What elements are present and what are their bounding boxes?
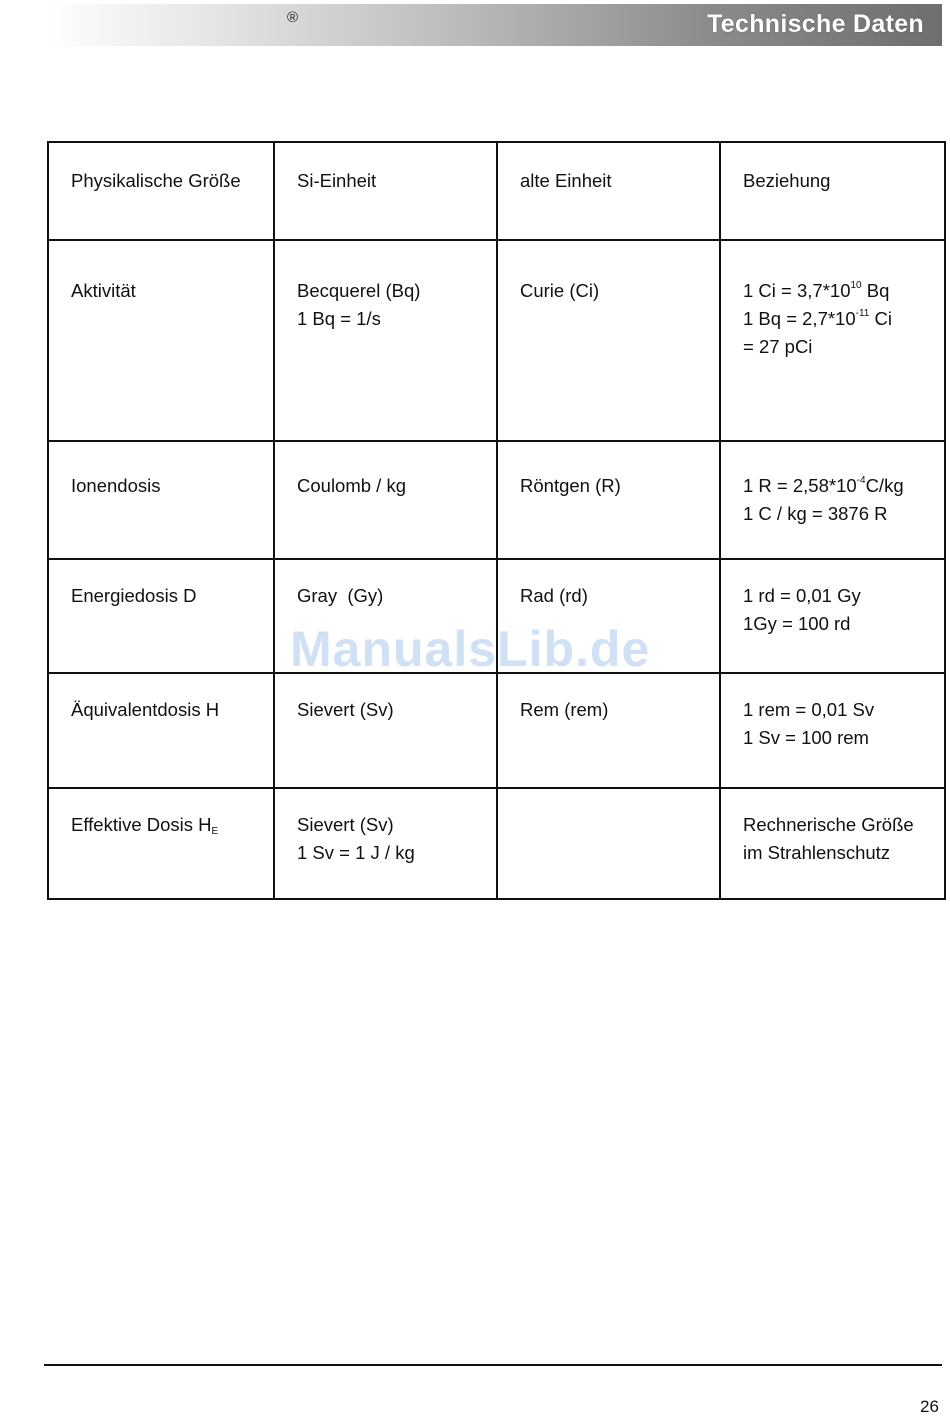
quantity-cell: Energiedosis D — [71, 585, 197, 606]
header-cell: Physikalische Größe — [71, 170, 241, 191]
relation-cell — [721, 241, 944, 361]
old-unit-cell: Rem (rem) — [520, 699, 609, 720]
si-unit-line: Sievert (Sv) — [297, 814, 394, 835]
quantity-cell: Aktivität — [71, 280, 136, 301]
si-unit-line: Becquerel (Bq) — [297, 280, 421, 301]
relation-line: 1 $Bq = 2,7*10^{-11}$ Ci — [743, 308, 892, 329]
relation-line: 1 rd = 0,01 Gy — [743, 585, 861, 606]
old-unit-cell: Röntgen (R) — [520, 475, 621, 496]
relation-cell — [721, 789, 944, 867]
registered-mark: ® — [287, 9, 299, 26]
relation-cell — [721, 442, 944, 528]
table-header-row — [48, 142, 945, 240]
table-row — [48, 240, 945, 441]
units-table — [47, 141, 946, 900]
relation-line: Rechnerische Größe — [743, 814, 914, 835]
header-cell: Beziehung — [743, 170, 831, 191]
relation-line: 1 C / kg = 3876 R — [743, 503, 888, 524]
page-title: Technische Daten — [707, 10, 924, 38]
relation-cell — [721, 674, 944, 752]
old-unit-cell: Rad (rd) — [520, 585, 588, 606]
exponent: -11 — [855, 308, 870, 319]
old-unit-cell — [498, 789, 719, 811]
si-unit-cell — [275, 241, 496, 333]
si-unit-cell — [275, 789, 496, 867]
quantity-cell: Äquivalentdosis H — [71, 699, 220, 720]
table-row — [48, 441, 945, 559]
si-unit-cell: Sievert (Sv) — [297, 699, 394, 720]
si-unit-line: 1 Sv = 1 J / kg — [297, 842, 415, 863]
quantity-cell: Ionendosis — [71, 475, 161, 496]
page-number: 26 — [920, 1397, 939, 1416]
exponent: -4 — [856, 475, 866, 486]
si-unit-cell: Gray (Gy) — [297, 585, 384, 606]
relation-line: 1 $R = 2,58*10^{-4}C/kg$ — [743, 475, 904, 496]
relation-line: 1Gy = 100 rd — [743, 613, 851, 634]
relation-line: 1 $Ci = 3,7*10^{10}$ Bq — [743, 280, 890, 301]
relation-line: 1 rem = 0,01 Sv — [743, 699, 875, 720]
header-cell: alte Einheit — [520, 170, 612, 191]
header-cell: Si-Einheit — [297, 170, 377, 191]
relation-line: 1 Sv = 100 rem — [743, 727, 869, 748]
footer-divider — [44, 1364, 942, 1366]
relation-line: = 27 pCi — [743, 336, 813, 357]
old-unit-cell: Curie (Ci) — [520, 280, 600, 301]
table-row — [48, 673, 945, 788]
quantity-cell: Effektive Dosis $H_E$ — [71, 814, 219, 837]
subscript: E — [211, 826, 219, 837]
si-unit-cell: Coulomb / kg — [297, 475, 406, 496]
watermark: ManualsLib.de — [290, 621, 651, 677]
table-row — [48, 788, 945, 899]
relation-cell — [721, 560, 944, 638]
exponent: 10 — [850, 280, 862, 291]
si-unit-line: 1 Bq = 1/s — [297, 308, 381, 329]
relation-line: im Strahlenschutz — [743, 842, 891, 863]
